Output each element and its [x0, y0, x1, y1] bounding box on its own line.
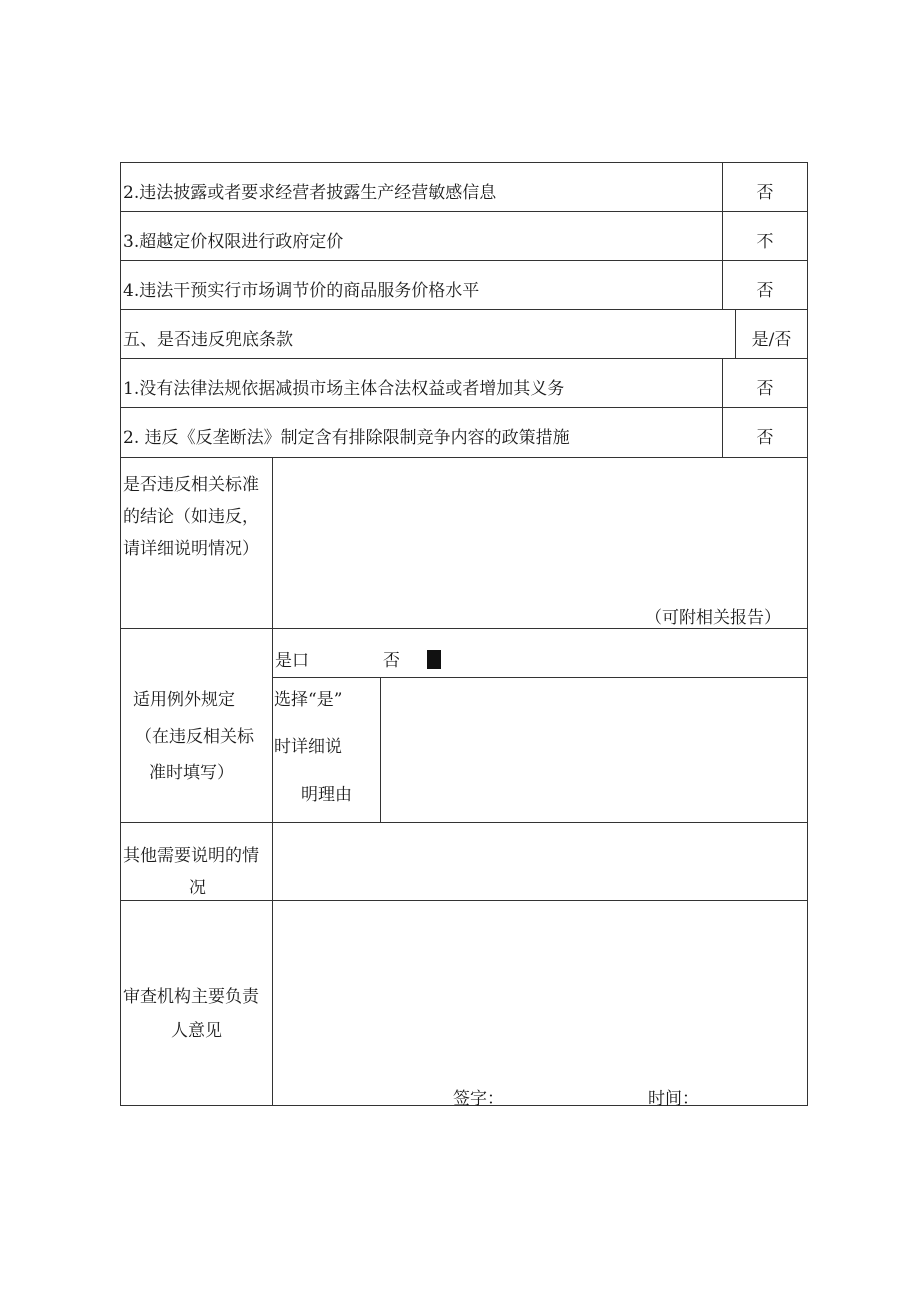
yes-checkbox[interactable]: 是口 — [275, 651, 309, 671]
opinion-label: 审查机构主要负责 — [123, 987, 259, 1007]
row-item: 五、是否违反兜底条款 — [123, 330, 293, 350]
no-option-label: 否 — [383, 651, 400, 671]
exception-label: 适用例外规定 — [133, 690, 235, 710]
other-label: 其他需要说明的情 — [123, 846, 259, 866]
opinion-row — [121, 901, 807, 1109]
row-item: 3.超越定价权限进行政府定价 — [123, 232, 344, 252]
conclusion-label: 请详细说明情况） — [123, 539, 259, 559]
exception-label: 准时填写） — [149, 763, 234, 783]
row-item: 2.违法披露或者要求经营者披露生产经营敏感信息 — [123, 183, 497, 203]
conclusion-row — [121, 458, 807, 629]
table-row — [121, 212, 807, 261]
table-row — [121, 261, 807, 310]
row-answer: 不 — [756, 232, 774, 252]
review-table — [120, 162, 808, 1109]
row-item: 1.没有法律法规依据减损市场主体合法权益或者增加其义务 — [123, 379, 565, 399]
exception-label: （在违反相关标 — [135, 727, 254, 747]
exception-row — [121, 629, 807, 823]
conclusion-label: 的结论（如违反， — [123, 507, 259, 527]
other-row — [121, 823, 807, 901]
conclusion-label: 是否违反相关标准 — [123, 475, 259, 495]
time-label: 时间： — [648, 1089, 699, 1109]
other-field[interactable] — [273, 823, 807, 900]
row-item: 4.违法干预实行市场调节价的商品服务价格水平 — [123, 281, 480, 301]
row-answer: 否 — [756, 183, 774, 203]
reason-label: 选择“是” — [274, 690, 343, 710]
table-row — [121, 163, 807, 212]
reason-label: 时详细说 — [274, 737, 342, 757]
table-row — [121, 310, 807, 359]
row-answer: 否 — [756, 379, 774, 399]
other-label: 况 — [189, 878, 206, 898]
no-checkbox[interactable] — [427, 650, 441, 670]
opinion-label: 人意见 — [171, 1021, 222, 1041]
signature-label: 签字： — [453, 1089, 504, 1109]
opinion-field[interactable] — [273, 901, 807, 1105]
row-answer: 否 — [756, 281, 774, 301]
reason-field[interactable] — [381, 678, 807, 822]
reason-label: 明理由 — [301, 785, 352, 805]
row-answer: 是/否 — [751, 330, 792, 350]
attach-report-note: （可附相关报告） — [645, 608, 781, 628]
row-item: 2. 违反《反垄断法》制定含有排除限制竞争内容的政策措施 — [123, 428, 570, 448]
table-row — [121, 359, 807, 408]
row-answer: 否 — [756, 428, 774, 448]
table-row — [121, 408, 807, 458]
